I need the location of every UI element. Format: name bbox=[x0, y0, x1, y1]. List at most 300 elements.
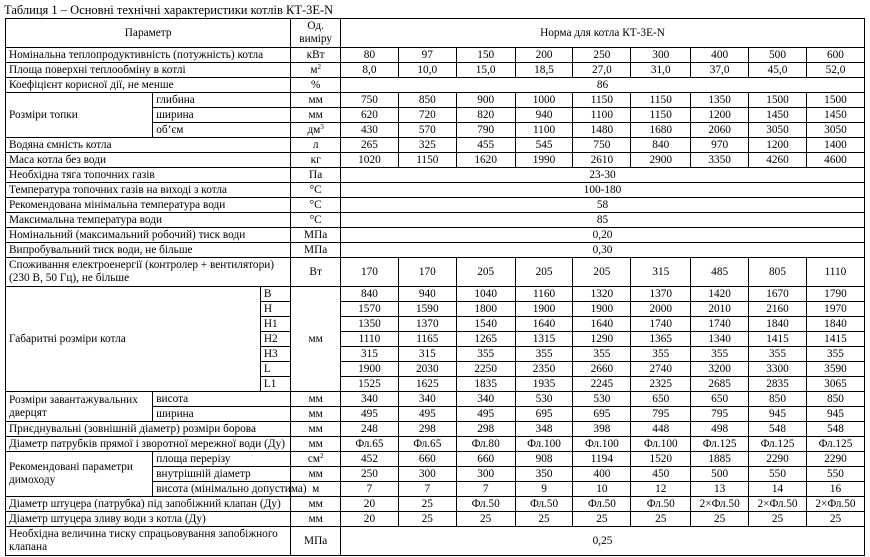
value-cell: 1670 bbox=[749, 287, 807, 302]
value-cell: 660 bbox=[398, 452, 456, 467]
unit-exponent: 2 bbox=[319, 452, 324, 460]
value-cell: 0,25 bbox=[341, 527, 865, 556]
value-cell: 100-180 bbox=[341, 183, 865, 198]
value-cell: 620 bbox=[341, 108, 399, 123]
unit-cell bbox=[291, 63, 341, 78]
table-header-row bbox=[6, 19, 865, 48]
value-cell: 7 bbox=[456, 482, 515, 497]
value-cell: 548 bbox=[749, 422, 807, 437]
value-cell: 495 bbox=[341, 407, 399, 422]
value-cell: 45,0 bbox=[749, 63, 807, 78]
value-cell: 355 bbox=[573, 347, 631, 362]
value-cell: 18,5 bbox=[515, 63, 573, 78]
unit-cell bbox=[291, 258, 341, 287]
unit-cell bbox=[291, 93, 341, 108]
value-cell: 1740 bbox=[631, 317, 691, 332]
value-cell: 355 bbox=[456, 347, 515, 362]
table-row bbox=[6, 497, 865, 512]
sub-parameter-name: H2 bbox=[260, 332, 290, 347]
parameter-name: Діаметр патрубків прямої і зворотної мережної води (Ду) bbox=[6, 437, 291, 452]
value-cell: 1020 bbox=[341, 153, 399, 168]
parameter-group-name: Розміри топки bbox=[6, 93, 153, 138]
table-body bbox=[6, 19, 865, 556]
value-cell: 1900 bbox=[573, 302, 631, 317]
value-cell: 25 bbox=[573, 512, 631, 527]
value-cell: 1150 bbox=[631, 93, 691, 108]
value-cell: 13 bbox=[691, 482, 749, 497]
header-unit: Од. виміру bbox=[291, 19, 341, 48]
value-cell: 970 bbox=[691, 138, 749, 153]
value-cell: 455 bbox=[456, 138, 515, 153]
value-cell: 550 bbox=[749, 467, 807, 482]
value-cell: 31,0 bbox=[631, 63, 691, 78]
unit-cell bbox=[291, 422, 341, 437]
value-cell: 25 bbox=[631, 512, 691, 527]
value-cell: 1620 bbox=[456, 153, 515, 168]
unit-cell bbox=[291, 153, 341, 168]
value-cell: 298 bbox=[456, 422, 515, 437]
unit-cell bbox=[291, 243, 341, 258]
parameter-name: Номінальний (максимальний робочий) тиск води bbox=[6, 228, 291, 243]
value-cell: 1640 bbox=[515, 317, 573, 332]
unit-cell bbox=[291, 437, 341, 452]
value-cell: Фл.50 bbox=[515, 497, 573, 512]
value-cell: 1420 bbox=[691, 287, 749, 302]
value-cell: 1350 bbox=[341, 317, 399, 332]
value-cell: 1150 bbox=[573, 93, 631, 108]
unit-text: дм bbox=[307, 124, 321, 136]
unit-text: м bbox=[310, 64, 318, 76]
value-cell: 1525 bbox=[341, 377, 399, 392]
model-cell: 400 bbox=[691, 48, 749, 63]
value-cell: 750 bbox=[573, 138, 631, 153]
value-cell: 340 bbox=[456, 392, 515, 407]
parameter-name: Маса котла без води bbox=[6, 153, 291, 168]
value-cell: 1500 bbox=[749, 93, 807, 108]
value-cell: 298 bbox=[398, 422, 456, 437]
value-cell: 1415 bbox=[749, 332, 807, 347]
model-cell: 150 bbox=[456, 48, 515, 63]
unit-cell bbox=[291, 512, 341, 527]
sub-parameter-name: L bbox=[260, 362, 290, 377]
value-cell: 2000 bbox=[631, 302, 691, 317]
value-cell: 840 bbox=[341, 287, 399, 302]
sub-parameter-name: H3 bbox=[260, 347, 290, 362]
value-cell: 450 bbox=[631, 467, 691, 482]
value-cell: 2245 bbox=[573, 377, 631, 392]
value-cell: Фл.80 bbox=[456, 437, 515, 452]
sub-parameter-name: глибина bbox=[153, 93, 291, 108]
value-cell: 25 bbox=[749, 512, 807, 527]
value-cell: 1265 bbox=[456, 332, 515, 347]
value-cell: 4600 bbox=[806, 153, 864, 168]
table-row bbox=[6, 48, 865, 63]
value-cell: 495 bbox=[398, 407, 456, 422]
value-cell: 3050 bbox=[806, 123, 864, 138]
value-cell: 1590 bbox=[398, 302, 456, 317]
value-cell: 530 bbox=[573, 392, 631, 407]
value-cell: 25 bbox=[515, 512, 573, 527]
value-cell: 1315 bbox=[515, 332, 573, 347]
header-norm: Норма для котла КТ-3Е-N bbox=[341, 19, 865, 48]
model-cell: 500 bbox=[749, 48, 807, 63]
sub-parameter-name: ширина bbox=[153, 108, 291, 123]
value-cell: 1790 bbox=[806, 287, 864, 302]
value-cell: 2290 bbox=[806, 452, 864, 467]
value-cell: 1900 bbox=[515, 302, 573, 317]
value-cell: 1100 bbox=[515, 123, 573, 138]
value-cell: 2160 bbox=[749, 302, 807, 317]
value-cell: Фл.50 bbox=[631, 497, 691, 512]
value-cell: 0,20 bbox=[341, 228, 865, 243]
value-cell: 355 bbox=[631, 347, 691, 362]
table-row bbox=[6, 512, 865, 527]
value-cell: 1160 bbox=[515, 287, 573, 302]
value-cell: Фл.50 bbox=[456, 497, 515, 512]
unit-cell bbox=[291, 138, 341, 153]
value-cell: 10 bbox=[573, 482, 631, 497]
value-cell: 325 bbox=[398, 138, 456, 153]
sub-parameter-name: висота bbox=[153, 392, 291, 407]
value-cell: 3350 bbox=[691, 153, 749, 168]
value-cell: 25 bbox=[456, 512, 515, 527]
value-cell: 58 bbox=[341, 198, 865, 213]
parameter-name: Приєднувальні (зовнішній діаметр) розміри борова bbox=[6, 422, 291, 437]
value-cell: 355 bbox=[806, 347, 864, 362]
unit-cell bbox=[291, 467, 341, 482]
parameter-name: Номінальна теплопродуктивність (потужність) котла bbox=[6, 48, 291, 63]
value-cell: 2685 bbox=[691, 377, 749, 392]
table-row bbox=[6, 437, 865, 452]
unit-cell bbox=[291, 123, 341, 138]
value-cell: Фл.125 bbox=[749, 437, 807, 452]
value-cell: 1840 bbox=[749, 317, 807, 332]
value-cell: 1840 bbox=[806, 317, 864, 332]
value-cell: 1900 bbox=[341, 362, 399, 377]
unit-cell bbox=[291, 183, 341, 198]
unit-cell bbox=[291, 527, 341, 556]
spec-table bbox=[5, 18, 865, 556]
sub-parameter-name: площа перерізу bbox=[153, 452, 291, 467]
value-cell: 795 bbox=[691, 407, 749, 422]
parameter-name: Необхідна тяга топочних газів bbox=[6, 168, 291, 183]
value-cell: 1625 bbox=[398, 377, 456, 392]
value-cell: 315 bbox=[398, 347, 456, 362]
unit-text: мм bbox=[308, 468, 323, 480]
value-cell: 1320 bbox=[573, 287, 631, 302]
value-cell: 650 bbox=[631, 392, 691, 407]
value-cell: Фл.50 bbox=[573, 497, 631, 512]
unit-text: % bbox=[310, 79, 321, 91]
value-cell: 1450 bbox=[806, 108, 864, 123]
value-cell: 2×Фл.50 bbox=[749, 497, 807, 512]
unit-exponent: 2 bbox=[317, 63, 321, 71]
value-cell: Фл.65 bbox=[341, 437, 399, 452]
value-cell: 350 bbox=[515, 467, 573, 482]
value-cell: 1740 bbox=[691, 317, 749, 332]
value-cell: 1100 bbox=[573, 108, 631, 123]
value-cell: 1570 bbox=[341, 302, 399, 317]
model-cell: 200 bbox=[515, 48, 573, 63]
value-cell: 1370 bbox=[631, 287, 691, 302]
value-cell: 840 bbox=[631, 138, 691, 153]
value-cell: 3590 bbox=[806, 362, 864, 377]
value-cell: 2030 bbox=[398, 362, 456, 377]
unit-text: мм bbox=[308, 423, 323, 435]
value-cell: 452 bbox=[341, 452, 399, 467]
unit-cell bbox=[291, 168, 341, 183]
value-cell: 530 bbox=[515, 392, 573, 407]
value-cell: 820 bbox=[456, 108, 515, 123]
unit-cell bbox=[291, 497, 341, 512]
value-cell: 2060 bbox=[691, 123, 749, 138]
value-cell: 15,0 bbox=[456, 63, 515, 78]
value-cell: 1150 bbox=[631, 108, 691, 123]
value-cell: 8,0 bbox=[341, 63, 399, 78]
value-cell: 1150 bbox=[398, 153, 456, 168]
value-cell: 695 bbox=[573, 407, 631, 422]
value-cell: 1990 bbox=[515, 153, 573, 168]
value-cell: 850 bbox=[398, 93, 456, 108]
value-cell: 265 bbox=[341, 138, 399, 153]
unit-cell bbox=[291, 108, 341, 123]
value-cell: 790 bbox=[456, 123, 515, 138]
value-cell: 2010 bbox=[691, 302, 749, 317]
value-cell: 940 bbox=[515, 108, 573, 123]
value-cell: 25 bbox=[398, 512, 456, 527]
value-cell: 10,0 bbox=[398, 63, 456, 78]
value-cell: 86 bbox=[341, 78, 865, 93]
value-cell: 1450 bbox=[749, 108, 807, 123]
value-cell: Фл.100 bbox=[515, 437, 573, 452]
table-row bbox=[6, 243, 865, 258]
value-cell: 27,0 bbox=[573, 63, 631, 78]
table-row bbox=[6, 392, 865, 407]
value-cell: 1540 bbox=[456, 317, 515, 332]
value-cell: 908 bbox=[515, 452, 573, 467]
header-parameter: Параметр bbox=[6, 19, 291, 48]
unit-text: мм bbox=[308, 94, 323, 106]
value-cell: 545 bbox=[515, 138, 573, 153]
value-cell: 355 bbox=[515, 347, 573, 362]
parameter-name: Максимальна температура води bbox=[6, 213, 291, 228]
value-cell: 20 bbox=[341, 512, 399, 527]
unit-text: мм bbox=[308, 408, 323, 420]
parameter-name: Діаметр штуцера (патрубка) під запобіжний клапан (Ду) bbox=[6, 497, 291, 512]
value-cell: 170 bbox=[398, 258, 456, 287]
value-cell: 1000 bbox=[515, 93, 573, 108]
parameter-name: Водяна ємність котла bbox=[6, 138, 291, 153]
value-cell: 660 bbox=[456, 452, 515, 467]
value-cell: 315 bbox=[631, 258, 691, 287]
table-caption: Таблиця 1 – Основні технічні характеристики котлів КТ-3Е-N bbox=[4, 3, 334, 17]
value-cell: 300 bbox=[456, 467, 515, 482]
value-cell: 695 bbox=[515, 407, 573, 422]
table-row bbox=[6, 258, 865, 287]
value-cell: Фл.125 bbox=[691, 437, 749, 452]
value-cell: 248 bbox=[341, 422, 399, 437]
value-cell: 1200 bbox=[749, 138, 807, 153]
parameter-group-name: Габаритні розміри котла bbox=[6, 287, 261, 392]
value-cell: Фл.65 bbox=[398, 437, 456, 452]
table-row bbox=[6, 63, 865, 78]
value-cell: 4260 bbox=[749, 153, 807, 168]
value-cell: 2835 bbox=[749, 377, 807, 392]
value-cell: 495 bbox=[456, 407, 515, 422]
value-cell: 900 bbox=[456, 93, 515, 108]
unit-text: °С bbox=[309, 199, 322, 211]
value-cell: 205 bbox=[456, 258, 515, 287]
value-cell: 3200 bbox=[691, 362, 749, 377]
value-cell: 1110 bbox=[806, 258, 864, 287]
value-cell: 25 bbox=[806, 512, 864, 527]
unit-text: л bbox=[312, 139, 319, 151]
table-row bbox=[6, 78, 865, 93]
value-cell: 355 bbox=[691, 347, 749, 362]
unit-cell bbox=[291, 48, 341, 63]
unit-cell bbox=[291, 198, 341, 213]
table-row bbox=[6, 93, 865, 108]
unit-text: кг bbox=[310, 154, 321, 166]
value-cell: 485 bbox=[691, 258, 749, 287]
value-cell: 570 bbox=[398, 123, 456, 138]
value-cell: 1640 bbox=[573, 317, 631, 332]
value-cell: 1350 bbox=[691, 93, 749, 108]
unit-exponent: 3 bbox=[320, 123, 324, 131]
unit-text: мм bbox=[308, 393, 323, 405]
sub-parameter-name: B bbox=[260, 287, 290, 302]
model-cell: 97 bbox=[398, 48, 456, 63]
value-cell: 20 bbox=[341, 497, 399, 512]
value-cell: 2×Фл.50 bbox=[806, 497, 864, 512]
unit-text: Вт bbox=[309, 266, 322, 278]
value-cell: 498 bbox=[691, 422, 749, 437]
value-cell: 1480 bbox=[573, 123, 631, 138]
unit-text: мм bbox=[308, 498, 323, 510]
unit-cell bbox=[291, 213, 341, 228]
value-cell: 37,0 bbox=[691, 63, 749, 78]
value-cell: Фл.100 bbox=[573, 437, 631, 452]
value-cell: 400 bbox=[573, 467, 631, 482]
value-cell: 348 bbox=[515, 422, 573, 437]
unit-text: МПа bbox=[304, 229, 328, 241]
table-row bbox=[6, 527, 865, 556]
value-cell: 1290 bbox=[573, 332, 631, 347]
value-cell: 1200 bbox=[691, 108, 749, 123]
value-cell: 448 bbox=[631, 422, 691, 437]
value-cell: 1194 bbox=[573, 452, 631, 467]
value-cell: 795 bbox=[631, 407, 691, 422]
sub-parameter-name: внутрішній діаметр bbox=[153, 467, 291, 482]
value-cell: 945 bbox=[806, 407, 864, 422]
sub-parameter-name: висота (мінімально допустима) bbox=[153, 482, 291, 497]
value-cell: 2610 bbox=[573, 153, 631, 168]
value-cell: 340 bbox=[398, 392, 456, 407]
unit-cell: мм bbox=[291, 287, 341, 392]
unit-text: МПа bbox=[304, 535, 328, 547]
value-cell: 0,30 bbox=[341, 243, 865, 258]
table-row bbox=[6, 422, 865, 437]
table-row bbox=[6, 213, 865, 228]
parameter-group-name: Розміри завантажувальних дверцят bbox=[6, 392, 153, 422]
parameter-name: Діаметр штуцера зливу води з котла (Ду) bbox=[6, 512, 291, 527]
parameter-name: Випробувальний тиск води, не більше bbox=[6, 243, 291, 258]
unit-text: °С bbox=[309, 184, 322, 196]
unit-text: МПа bbox=[304, 244, 328, 256]
value-cell: 500 bbox=[691, 467, 749, 482]
value-cell: 750 bbox=[341, 93, 399, 108]
unit-text: Па bbox=[309, 169, 323, 181]
model-cell: 300 bbox=[631, 48, 691, 63]
value-cell: 250 bbox=[341, 467, 399, 482]
value-cell: 1415 bbox=[806, 332, 864, 347]
sub-parameter-name: L1 bbox=[260, 377, 290, 392]
value-cell: 548 bbox=[806, 422, 864, 437]
parameter-name: Необхідна величина тиску спрацьовування запобіжного клапана bbox=[6, 527, 291, 556]
value-cell: 1520 bbox=[631, 452, 691, 467]
model-cell: 250 bbox=[573, 48, 631, 63]
value-cell: 1800 bbox=[456, 302, 515, 317]
table-row bbox=[6, 153, 865, 168]
value-cell: 1500 bbox=[806, 93, 864, 108]
parameter-name: Рекомендована мінімальна температура води bbox=[6, 198, 291, 213]
model-cell: 600 bbox=[806, 48, 864, 63]
parameter-name: Коефіцієнт корисної дії, не менше bbox=[6, 78, 291, 93]
unit-text: м bbox=[312, 483, 320, 495]
value-cell: Фл.100 bbox=[631, 437, 691, 452]
value-cell: 25 bbox=[398, 497, 456, 512]
table-row bbox=[6, 287, 865, 302]
unit-cell bbox=[291, 78, 341, 93]
value-cell: 300 bbox=[398, 467, 456, 482]
unit-text: см bbox=[307, 453, 320, 465]
value-cell: 1340 bbox=[691, 332, 749, 347]
value-cell: 1365 bbox=[631, 332, 691, 347]
table-row bbox=[6, 198, 865, 213]
parameter-name: Температура топочних газів на виході з котла bbox=[6, 183, 291, 198]
unit-text: мм bbox=[308, 109, 323, 121]
unit-text: мм bbox=[308, 438, 323, 450]
value-cell: 52,0 bbox=[806, 63, 864, 78]
value-cell: 1885 bbox=[691, 452, 749, 467]
value-cell: 430 bbox=[341, 123, 399, 138]
value-cell: 2325 bbox=[631, 377, 691, 392]
value-cell: 2290 bbox=[749, 452, 807, 467]
value-cell: 2900 bbox=[631, 153, 691, 168]
sub-parameter-name: H1 bbox=[260, 317, 290, 332]
value-cell: 850 bbox=[806, 392, 864, 407]
value-cell: 1370 bbox=[398, 317, 456, 332]
value-cell: 9 bbox=[515, 482, 573, 497]
value-cell: 170 bbox=[341, 258, 399, 287]
table-row bbox=[6, 452, 865, 467]
value-cell: 805 bbox=[749, 258, 807, 287]
table-row bbox=[6, 168, 865, 183]
value-cell: 340 bbox=[341, 392, 399, 407]
value-cell: 355 bbox=[749, 347, 807, 362]
value-cell: 1110 bbox=[341, 332, 399, 347]
value-cell: 940 bbox=[398, 287, 456, 302]
value-cell: 7 bbox=[341, 482, 399, 497]
value-cell: 85 bbox=[341, 213, 865, 228]
value-cell: 398 bbox=[573, 422, 631, 437]
value-cell: 1970 bbox=[806, 302, 864, 317]
unit-text: кВт bbox=[306, 49, 325, 61]
unit-cell bbox=[291, 407, 341, 422]
parameter-name: Споживання електроенергії (контролер + вентилятори) (230 В, 50 Гц), не більше bbox=[6, 258, 291, 287]
value-cell: 1400 bbox=[806, 138, 864, 153]
unit-cell bbox=[291, 452, 341, 467]
